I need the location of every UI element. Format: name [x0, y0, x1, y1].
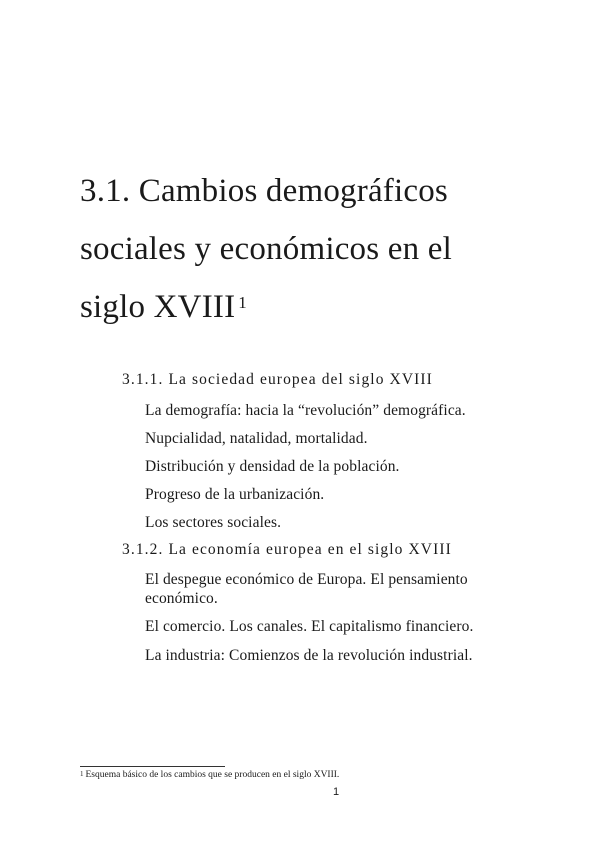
- title-line-2: sociales y económicos en el: [80, 231, 452, 267]
- section-heading: 3.1.2. La economía europea en el siglo XVIII: [122, 541, 452, 558]
- footnote-reference: 1: [238, 293, 247, 312]
- title-line-1: 3.1. Cambios demográficos: [80, 173, 448, 209]
- list-item: El despegue económico de Europa. El pensamiento económico.: [145, 571, 468, 607]
- list-item: La demografía: hacia la “revolución” demográfica.: [145, 402, 466, 419]
- page-title: [80, 162, 560, 336]
- footnote-divider: [80, 766, 225, 767]
- list-item: La industria: Comienzos de la revolución industrial.: [145, 647, 473, 664]
- list-item: Distribución y densidad de la población.: [145, 458, 400, 475]
- title-line-3: [80, 278, 560, 336]
- footnote: [80, 770, 339, 780]
- footnote-text: Esquema básico de los cambios que se producen en el siglo XVIII.: [85, 770, 340, 780]
- list-item: Los sectores sociales.: [145, 514, 282, 531]
- list-item: El comercio. Los canales. El capitalismo financiero.: [145, 618, 474, 635]
- list-item: Progreso de la urbanización.: [145, 486, 325, 503]
- list-item: Nupcialidad, natalidad, mortalidad.: [145, 430, 368, 447]
- footnote-number: 1: [80, 770, 84, 778]
- title-line-3-text: siglo XVIII: [80, 289, 236, 325]
- section-heading: 3.1.1. La sociedad europea del siglo XVIII: [122, 371, 433, 388]
- page-number: 1: [333, 786, 340, 798]
